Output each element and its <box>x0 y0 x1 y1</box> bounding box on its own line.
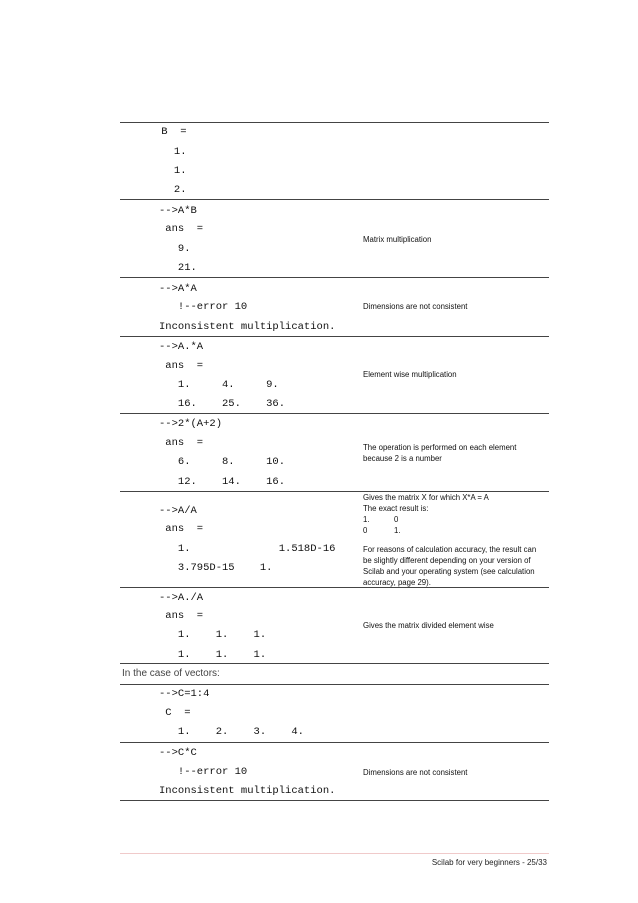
note-text: Dimensions are not consistent <box>363 768 468 777</box>
code-command: -->A/A <box>159 505 197 517</box>
section-heading: In the case of vectors: <box>122 668 220 679</box>
note-text: Gives the matrix divided element wise <box>363 621 494 630</box>
note-matrix-cell: 1. <box>363 515 370 524</box>
code-line: ans = <box>159 360 204 372</box>
code-error: !--error 10 <box>159 766 248 778</box>
note-matrix-cell: 0 <box>394 515 399 524</box>
note-text: Element wise multiplication <box>363 370 457 379</box>
table-divider <box>120 413 549 414</box>
code-line: 21. <box>159 262 197 274</box>
code-command: -->A*B <box>159 205 197 217</box>
code-line: ans = <box>159 437 204 449</box>
code-command: -->C=1:4 <box>159 688 210 700</box>
code-line: ans = <box>159 610 204 622</box>
code-line: 1. 4. 9. <box>159 379 279 391</box>
note-text: be slightly different depending on your version of <box>363 556 531 565</box>
code-error: !--error 10 <box>159 301 248 313</box>
code-line: 1. 1. 1. <box>159 629 267 641</box>
table-divider <box>120 663 549 664</box>
note-text: accuracy, page 29). <box>363 578 431 587</box>
table-divider <box>120 199 549 200</box>
page-footer: Scilab for very beginners - 25/33 <box>431 858 547 867</box>
code-line: 3.795D-15 1. <box>159 562 273 574</box>
code-command: -->A./A <box>159 592 204 604</box>
code-line: 1. 1.518D-16 <box>159 543 336 555</box>
code-line: ans = <box>159 223 204 235</box>
table-divider <box>120 742 549 743</box>
footer-rule <box>120 853 549 854</box>
code-line: 1. <box>155 146 187 158</box>
code-line: Inconsistent multiplication. <box>159 785 336 797</box>
code-command: -->A.*A <box>159 341 204 353</box>
note-text: Scilab and your operating system (see calculation <box>363 567 535 576</box>
code-line: 16. 25. 36. <box>159 398 286 410</box>
table-divider <box>120 800 549 801</box>
code-line: ans = <box>159 523 204 535</box>
note-text: For reasons of calculation accuracy, the result can <box>363 545 537 554</box>
code-line: 9. <box>159 243 191 255</box>
table-divider <box>120 684 549 685</box>
code-line: C = <box>159 707 191 719</box>
note-text: The exact result is: <box>363 504 429 513</box>
code-line: 1. 2. 3. 4. <box>159 726 304 738</box>
note-text: The operation is performed on each element <box>363 443 517 452</box>
code-line: Inconsistent multiplication. <box>159 321 336 333</box>
note-text: Dimensions are not consistent <box>363 302 468 311</box>
code-line: 1. 1. 1. <box>159 649 267 661</box>
code-line: 12. 14. 16. <box>159 476 286 488</box>
code-line: B = <box>155 126 187 138</box>
table-divider <box>120 277 549 278</box>
table-divider <box>120 336 549 337</box>
note-text: because 2 is a number <box>363 454 442 463</box>
code-line: 1. <box>155 165 187 177</box>
note-matrix-cell: 1. <box>394 526 401 535</box>
table-divider <box>120 122 549 123</box>
code-line: 2. <box>155 184 187 196</box>
note-matrix-cell: 0 <box>363 526 368 535</box>
table-divider <box>120 587 549 588</box>
code-command: -->C*C <box>159 747 197 759</box>
code-command: -->A*A <box>159 283 197 295</box>
code-command: -->2*(A+2) <box>159 418 223 430</box>
code-line: 6. 8. 10. <box>159 456 286 468</box>
note-text: Gives the matrix X for which X*A = A <box>363 493 489 502</box>
note-text: Matrix multiplication <box>363 235 432 244</box>
